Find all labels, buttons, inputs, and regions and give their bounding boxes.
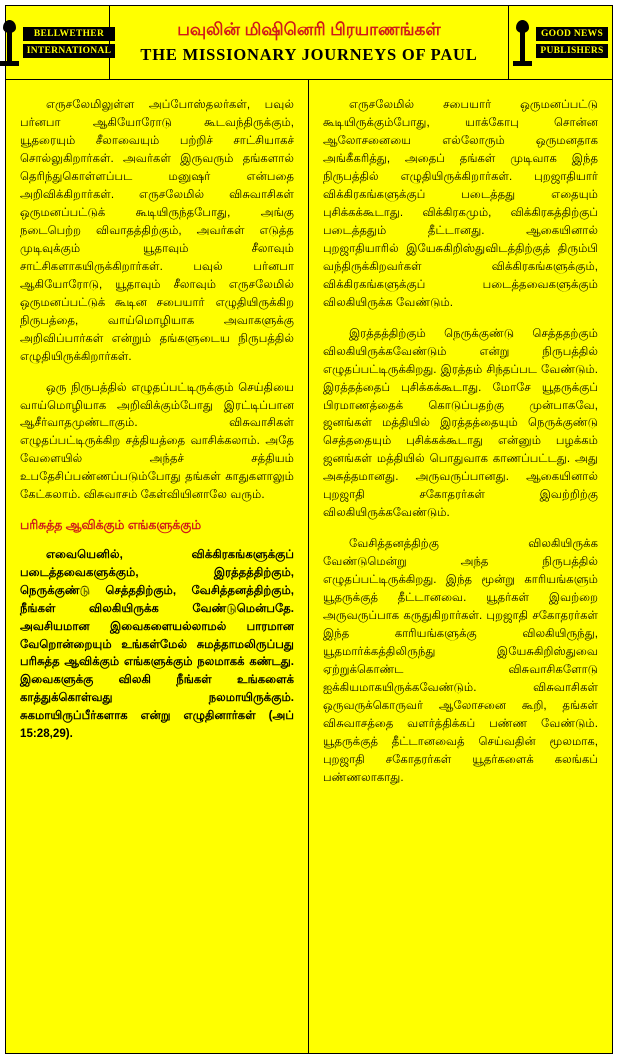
scripture-quote-paragraph: எவையெனில், விக்கிரகங்களுக்குப் படைத்தவைகளுக்கும், இரத்தத்திற்கும், நெருக்குண்டு செத்ததிற்கும், வேசித்தனத்திற்கும், நீங்கள் விலகியிருக்க வேண்டுமென்பதே. அவசியமான இவைகளையல்லாமல் பாரமான வேறொன்றையும் உங்கள்மேல் சுமத்தாமலிருப்பது பரிசுத்த ஆவிக்கும் எங்களுக்கும் நலமாகக் கண்டது. இவைகளுக்கு விலகி நீங்கள் உங்களைக் காத்துக்கொள்வது நலமாயிருக்கும். சுகமாயிருப்பீர்களாக என்று எழுதினார்கள் (அப் 15:28,29). bbox=[20, 547, 294, 741]
bellwether-international-logo bbox=[10, 13, 112, 73]
bellwether-logo-text bbox=[23, 27, 116, 58]
publisher-logo-left bbox=[6, 6, 110, 79]
paragraph: ஒரு நிருபத்தில் எழுதப்பட்டிருக்கும் செய்தியை வாய்மொழியாக அறிவிக்கும்போது இரட்டிப்பான ஆசீர்வாதமுண்டாகும். விசுவாசிகள் எழுதப்பட்டிருக்கிற சத்தியத்தை வாசிக்கலாம். அதே வேளையில் அந்தச் சத்தியம் உபதேசிப்பண்ணப்படும்போது தங்கள் காதுகளாலும் கேட்கலாம். விசுவாசம் கேள்வியினாலே வரும். bbox=[20, 380, 294, 502]
tract-sheet bbox=[5, 5, 613, 1054]
title-block bbox=[110, 6, 508, 79]
page-title-english: THE MISSIONARY JOURNEYS OF PAUL bbox=[140, 44, 478, 64]
left-column bbox=[6, 80, 309, 1053]
torch-icon bbox=[513, 20, 533, 66]
document-body bbox=[6, 80, 612, 1053]
paragraph: எருசலேமில் சபையார் ஒருமனப்பட்டு கூடியிருக்கும்போது, யாக்கோபு சொன்ன ஆலோசனையை எல்லோரும் ஒருமனதாக அங்கீகரித்து, அதைப் தங்கள் முடிவாக இந்த நிருபத்தில் எழுதியிருக்கிறார்கள். புறஜாதியார் விக்கிரகங்களுக்குப் படைத்தது எதையும் புசிக்கக்கூடாது. விக்கிரகமும், விக்கிரகத்திற்குப் படைத்ததும் தீட்டானது. ஆகையினால் புறஜாதியாரில் இயேசுகிறிஸ்துவிடத்திற்குத் திரும்பி வந்திருக்கிறவர்கள் விக்கிரகங்களுக்கும், விக்கிரகங்களுக்குப் படைத்தவைகளுக்கும் விலகியிருக்க வேண்டும். bbox=[323, 98, 598, 309]
good-news-logo-line-2: PUBLISHERS bbox=[536, 44, 607, 58]
bellwether-logo-line-1: BELLWETHER bbox=[23, 27, 116, 41]
paragraph: எருசலேமிலுள்ள அப்போஸ்தலர்கள், பவுல் பர்னபா ஆகியோரோடு கூடவந்திருக்கும், யூதரையும் சீலாவையும் பற்றிச் சாட்சியாகச் சொல்லுகிறார்கள். அவர்கள் இருவரும் தங்களால் தெரிந்துகொள்ளப்பட மனுஷர் என்பதை அறிவிக்கிறார்கள். எருசலேமில் விசுவாசிகள் ஒருமனப்பட்டுக் கூடியிருந்தபோது, அங்கு நடைபெற்ற விவாதத்திற்கும், அவர்கள் எடுத்த முடிவுக்கும் யூதாவும் சீலாவும் சாட்சிகளாகயிருக்கிறார்கள். பவுல் பர்னபா ஆகியோரோடு, யூதாவும் சீலாவும் எருசலேமில் ஒருமனப்பட்டுக் கூடின சபையாா் எழுதியிருக்கிற நிருபத்தை, வாய்மொழியாக அவாகளுக்கு அறிவிப்பார்கள் என்றும் தங்களுடைய நிருபத்தில் எழுதியிருக்கிறார்கள். bbox=[20, 98, 294, 363]
torch-icon bbox=[0, 20, 20, 66]
bellwether-logo-line-2: INTERNATIONAL bbox=[23, 44, 116, 58]
good-news-publishers-logo bbox=[513, 13, 609, 73]
paragraph: இரத்தத்திற்கும் நெருக்குண்டு செத்ததற்கும் விலகியிருக்கவேண்டும் என்று நிருபத்தில் எழுதப்பட்டிருக்கிறது. இரத்தம் சிந்தப்பட வேண்டும். இரத்தத்தைப் புசிக்கக்கூடாது. மோசே யூதருக்குப் பிரமாணத்தைக் கொடுப்பதற்கு முன்பாகவே, ஜனங்கள் மத்தியில் இரத்தத்தையும் நெருக்குண்டு செத்ததையும் புசிக்கக்கூடாது என்னும் பழக்கம் ஜனங்கள் மத்தியில் பொதுவாக காணப்பட்டது. அது அசுத்தமானது. அருவருப்பானது. ஆகையினால் புறஜாதி சகோதரர்கள் இவற்றிற்கு விலகியிருக்கவேண்டும். bbox=[323, 326, 598, 520]
document-header bbox=[6, 6, 612, 80]
paragraph: வேசித்தனத்திற்கு விலகியிருக்க வேண்டுமென்று அந்த நிருபத்தில் எழுதப்பட்டிருக்கிறது. இந்த மூன்று காரியங்களும் யூதருக்குத் தீட்டானவை. யூதர்கள் இவற்றை அருவருப்பாக கருதுகிறார்கள். புறஜாதி சகோதரர்கள் இந்த காரியங்களுக்கு விலகியிருந்து, யூதமார்க்கத்திலிருந்து இயேசுகிறிஸ்துவை ஏற்றுக்கொண்ட விசுவாசிகளோடு ஐக்கியமாகயிருக்கவேண்டும். விசுவாசிகள் ஒருவருக்கொருவர் ஆலோசனை கூறி, தங்கள் விசுவாசத்தை வளர்த்திக்கப் பண்ண வேண்டும். யூதருக்குத் தீட்டானவைத் செய்வதின் மூலமாக, புறஜாதி சகோதரர்கள் யூதர்களைக் கலங்கப் பண்ணலாகாது. bbox=[323, 537, 598, 784]
good-news-logo-text bbox=[536, 27, 607, 58]
right-column bbox=[309, 80, 612, 1053]
good-news-logo-line-1: GOOD NEWS bbox=[536, 27, 607, 41]
page-title-tamil: பவுலின் மிஷினெரி பிரயாணங்கள் bbox=[177, 20, 441, 40]
publisher-logo-right bbox=[508, 6, 612, 79]
section-subheading: பரிசுத்த ஆவிக்கும் எங்களுக்கும் bbox=[20, 518, 202, 533]
